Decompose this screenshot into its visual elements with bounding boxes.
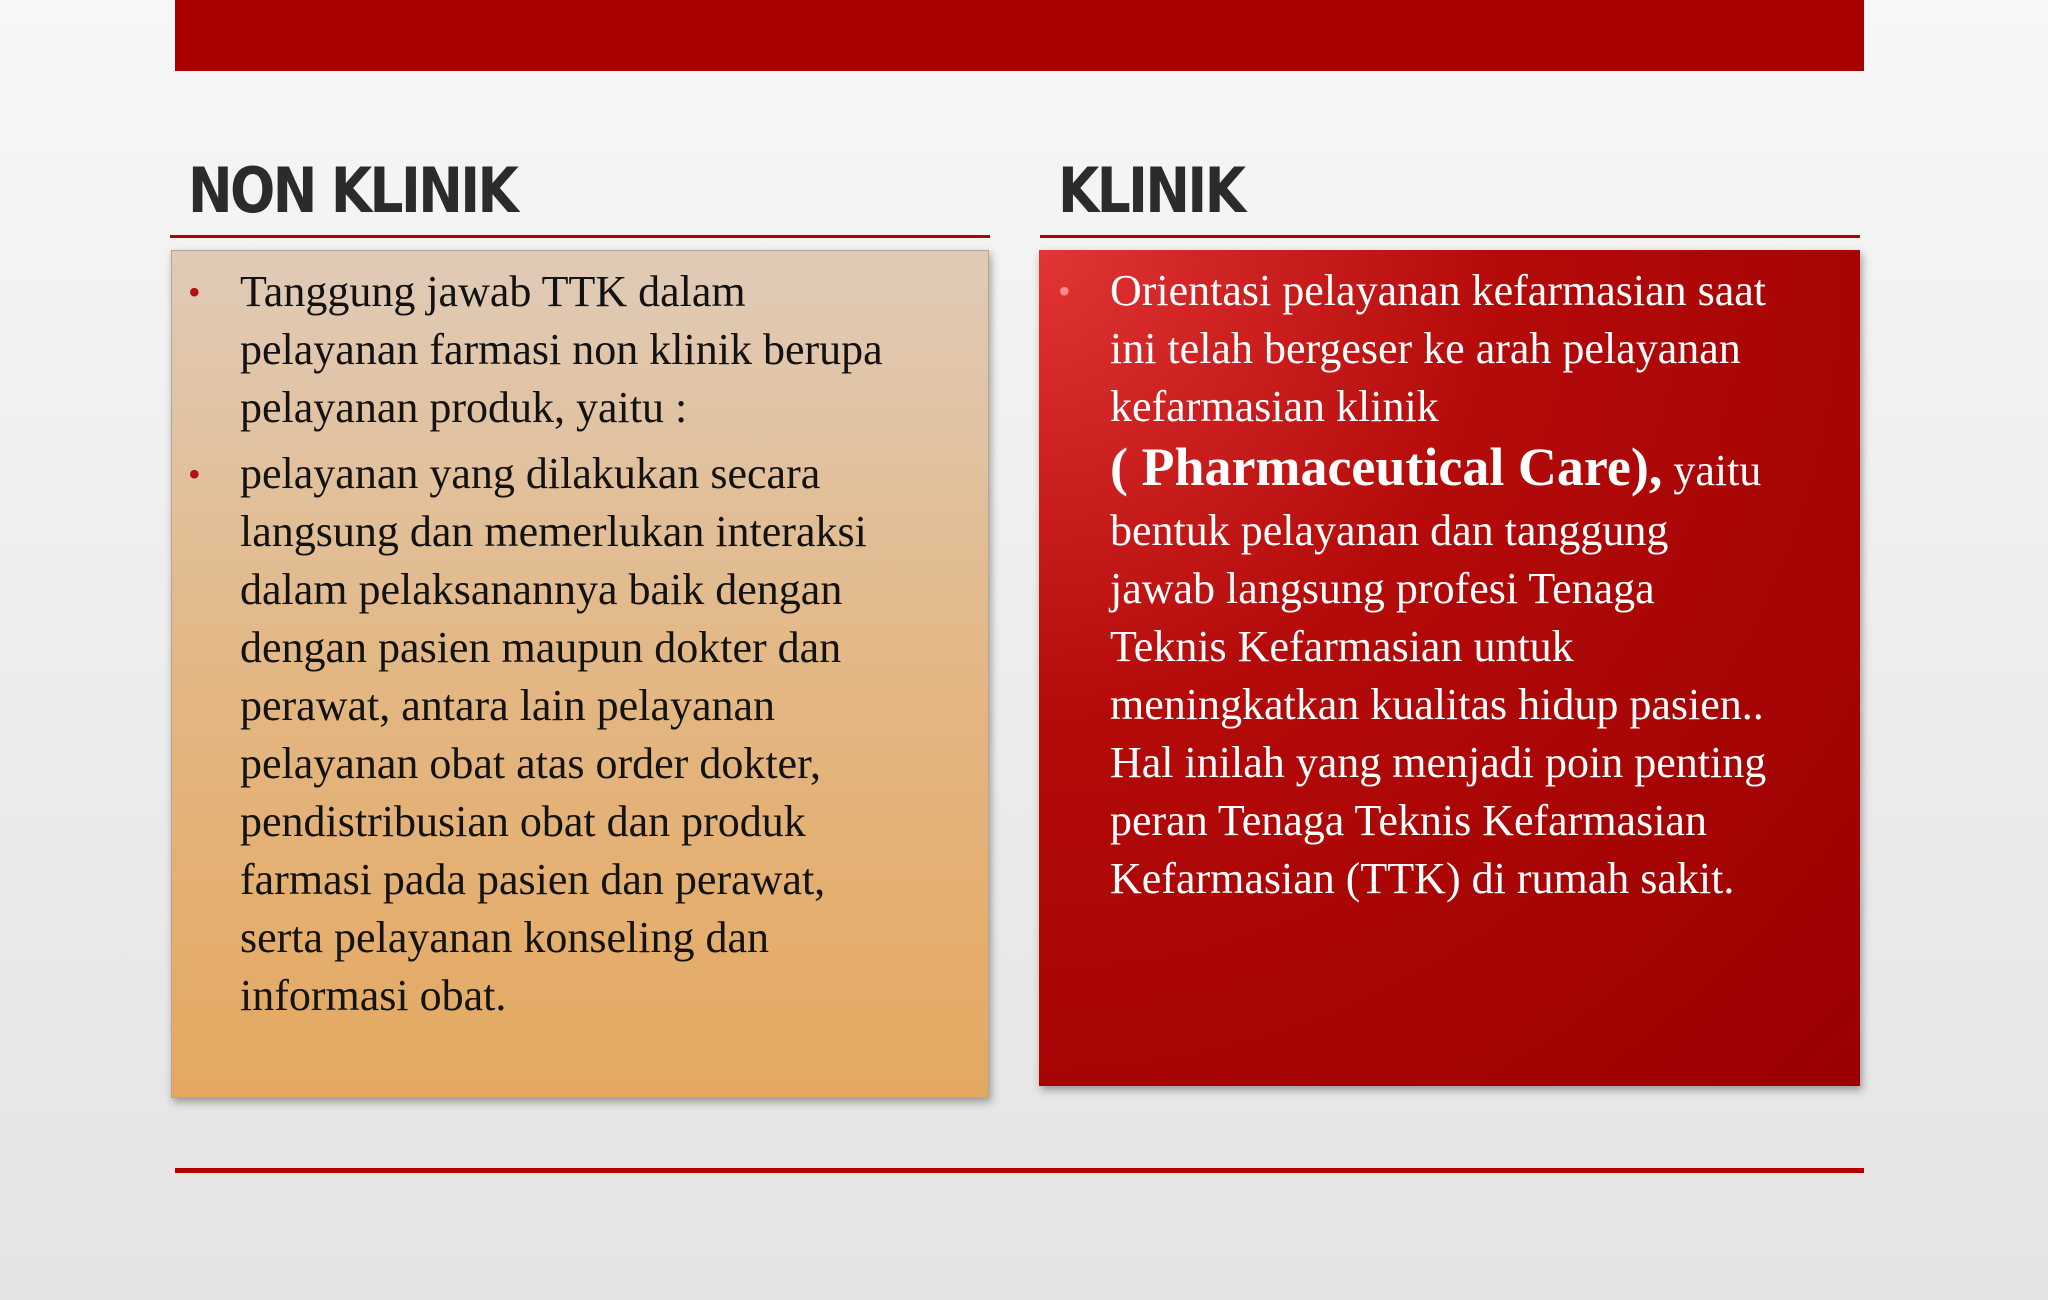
text-line: pelayanan obat atas order dokter, xyxy=(240,739,821,788)
text-line: Kefarmasian (TTK) di rumah sakit. xyxy=(1110,854,1735,903)
text-line: ini telah bergeser ke arah pelayanan xyxy=(1110,324,1741,373)
heading-underline-right xyxy=(1040,235,1860,238)
emphasis-suffix: yaitu xyxy=(1662,446,1762,495)
text-line: kefarmasian klinik xyxy=(1110,382,1439,431)
emphasis-line xyxy=(1110,436,1850,502)
text-line: pelayanan farmasi non klinik berupa xyxy=(240,325,883,374)
text-line: langsung dan memerlukan interaksi xyxy=(240,507,867,556)
text-line: serta pelayanan konseling dan xyxy=(240,913,770,962)
text-line: informasi obat. xyxy=(240,971,507,1020)
text-line: Teknis Kefarmasian untuk xyxy=(1110,622,1574,671)
text-line: meningkatkan kualitas hidup pasien.. xyxy=(1110,680,1764,729)
bullet-icon: • xyxy=(1058,271,1071,311)
text-line: Tanggung jawab TTK dalam xyxy=(240,267,746,316)
text-line: jawab langsung profesi Tenaga xyxy=(1110,564,1655,613)
text-line: perawat, antara lain pelayanan xyxy=(240,681,776,730)
list-item xyxy=(188,445,980,1025)
text-line: pelayanan yang dilakukan secara xyxy=(240,449,821,498)
klinik-bullet-list xyxy=(1058,262,1850,908)
heading-underline-left xyxy=(170,235,990,238)
list-item xyxy=(188,263,980,437)
list-item xyxy=(1058,262,1850,908)
heading-non-klinik: NON KLINIK xyxy=(188,154,517,227)
text-line: pendistribusian obat dan produk xyxy=(240,797,806,846)
top-accent-bar xyxy=(175,0,1864,71)
bottom-accent-line xyxy=(175,1168,1864,1173)
text-line: Hal inilah yang menjadi poin penting xyxy=(1110,738,1767,787)
klinik-panel xyxy=(1039,250,1860,1086)
text-line: dengan pasien maupun dokter dan xyxy=(240,623,842,672)
text-line: Orientasi pelayanan kefarmasian saat xyxy=(1110,266,1767,315)
heading-klinik: KLINIK xyxy=(1058,154,1244,227)
pharmaceutical-care-term: ( Pharmaceutical Care), xyxy=(1110,437,1663,497)
bullet-icon: • xyxy=(188,454,201,494)
text-line: dalam pelaksanannya baik dengan xyxy=(240,565,843,614)
non-klinik-panel xyxy=(171,250,989,1098)
text-line: bentuk pelayanan dan tanggung xyxy=(1110,506,1669,555)
bullet-icon: • xyxy=(188,272,201,312)
text-line: pelayanan produk, yaitu : xyxy=(240,383,688,432)
non-klinik-bullet-list xyxy=(188,263,980,1033)
text-line: peran Tenaga Teknis Kefarmasian xyxy=(1110,796,1707,845)
text-line: farmasi pada pasien dan perawat, xyxy=(240,855,826,904)
